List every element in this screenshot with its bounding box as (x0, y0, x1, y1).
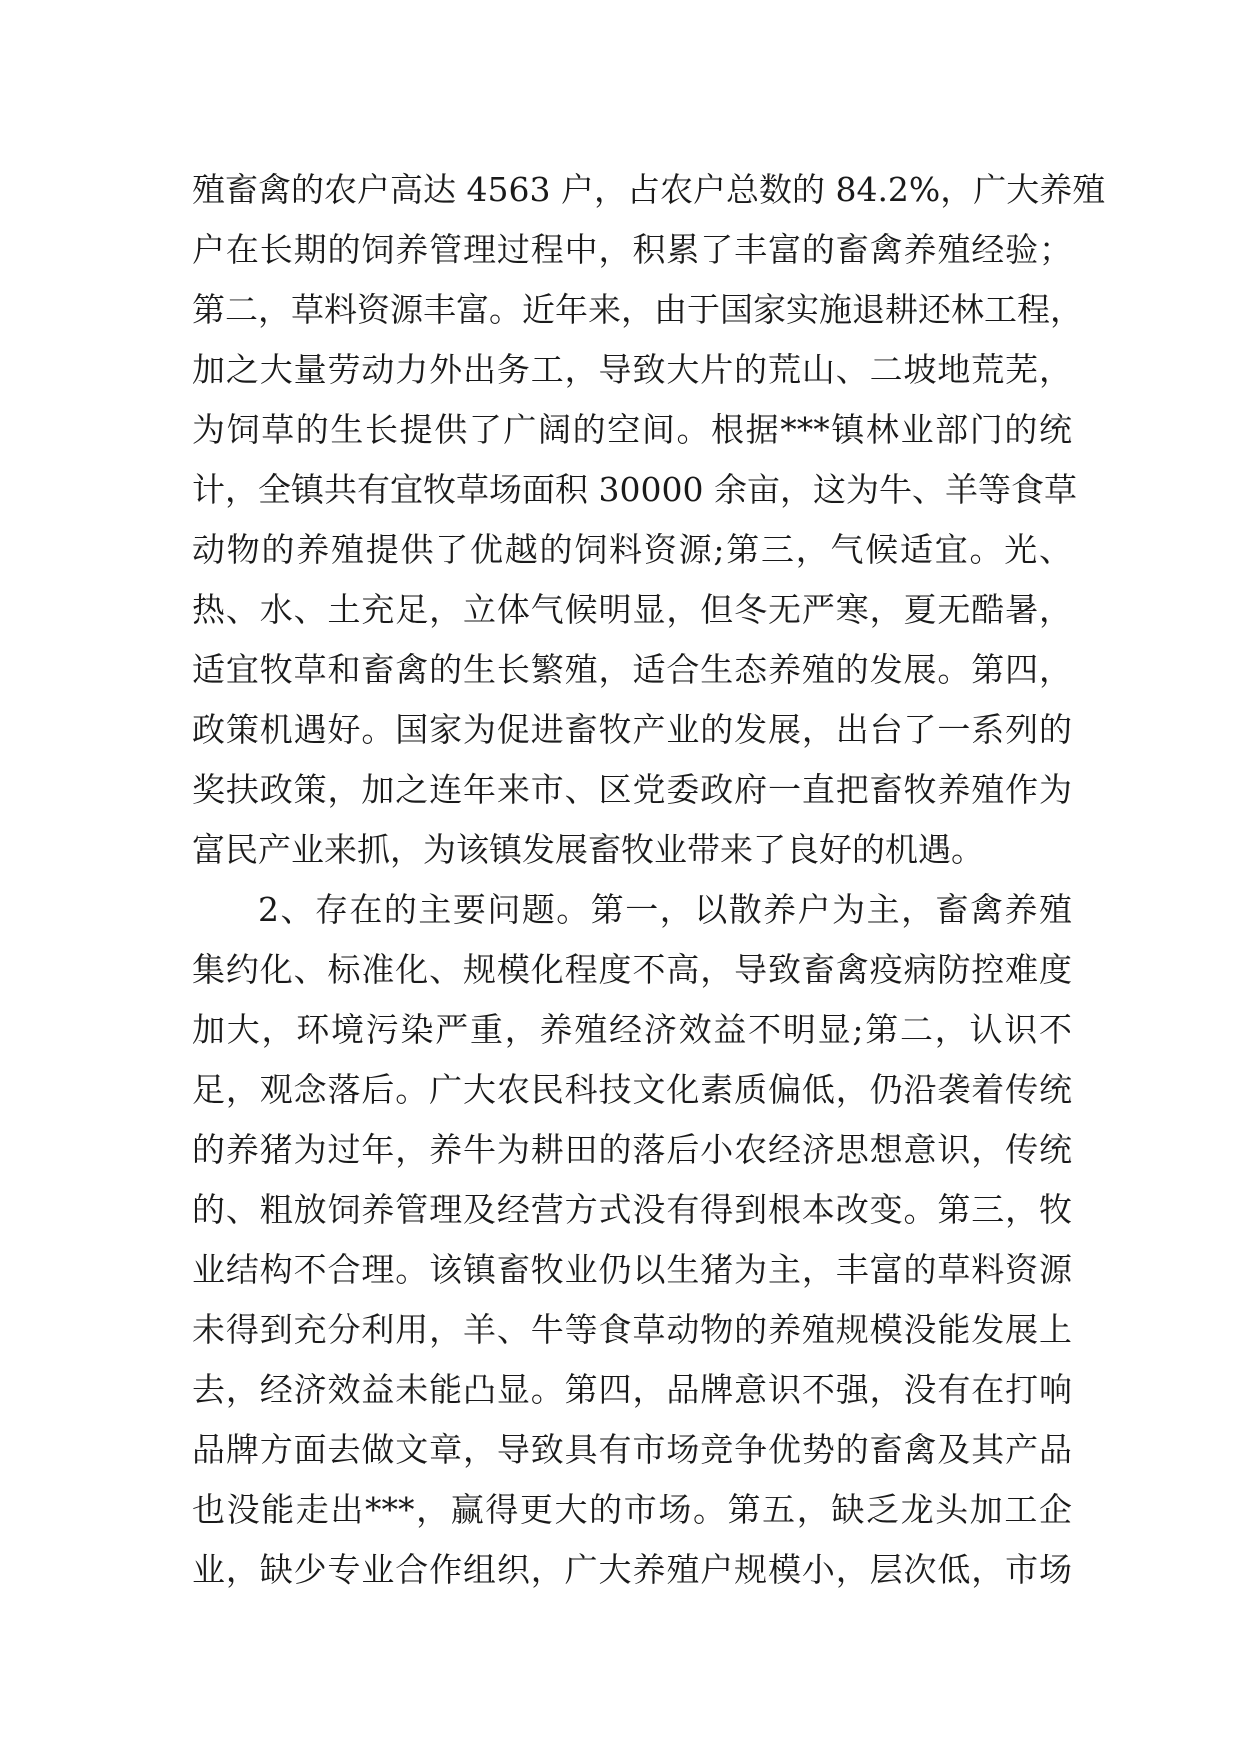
text-line: 奖扶政策，加之连年来市、区党委政府一直把畜牧养殖作为 (192, 770, 1072, 809)
text-line: 殖畜禽的农户高达 4563 户，占农户总数的 84.2%，广大养殖 (192, 170, 1106, 209)
text-line: 业，缺少专业合作组织，广大养殖户规模小，层次低，市场 (192, 1550, 1072, 1589)
text-line: 政策机遇好。国家为促进畜牧产业的发展，出台了一系列的 (192, 710, 1072, 749)
text-line: 业结构不合理。该镇畜牧业仍以生猪为主，丰富的草料资源 (192, 1250, 1072, 1289)
text-line: 未得到充分利用，羊、牛等食草动物的养殖规模没能发展上 (192, 1310, 1072, 1349)
paragraph-problems (192, 880, 1072, 1600)
text-line: 加之大量劳动力外出务工，导致大片的荒山、二坡地荒芜， (192, 350, 1072, 389)
text-line: 户在长期的饲养管理过程中，积累了丰富的畜禽养殖经验； (192, 230, 1072, 269)
text-line: 品牌方面去做文章，导致具有市场竞争优势的畜禽及其产品 (192, 1430, 1072, 1469)
paragraph-advantages (192, 160, 1106, 880)
text-line: 集约化、标准化、规模化程度不高，导致畜禽疫病防控难度 (192, 950, 1072, 989)
text-line: 也没能走出***，赢得更大的市场。第五，缺乏龙头加工企 (192, 1490, 1072, 1529)
text-line: 的、粗放饲养管理及经营方式没有得到根本改变。第三，牧 (192, 1190, 1072, 1229)
text-line: 热、水、土充足，立体气候明显，但冬无严寒，夏无酷暑， (192, 590, 1072, 629)
text-line: 富民产业来抓，为该镇发展畜牧业带来了良好的机遇。 (192, 830, 984, 869)
text-line: 去，经济效益未能凸显。第四，品牌意识不强，没有在打响 (192, 1370, 1072, 1409)
text-line: 2、存在的主要问题。第一，以散养户为主，畜禽养殖 (258, 890, 1072, 929)
text-line: 第二，草料资源丰富。近年来，由于国家实施退耕还林工程， (192, 290, 1083, 329)
text-line: 的养猪为过年，养牛为耕田的落后小农经济思想意识，传统 (192, 1130, 1072, 1169)
text-line: 动物的养殖提供了优越的饲料资源;第三，气候适宜。光、 (192, 530, 1072, 569)
text-line: 足，观念落后。广大农民科技文化素质偏低，仍沿袭着传统 (192, 1070, 1072, 1109)
text-line: 计，全镇共有宜牧草场面积 30000 余亩，这为牛、羊等食草 (192, 470, 1077, 509)
text-line: 适宜牧草和畜禽的生长繁殖，适合生态养殖的发展。第四， (192, 650, 1072, 689)
document-body (192, 160, 1106, 1600)
text-line: 为饲草的生长提供了广阔的空间。根据***镇林业部门的统 (192, 410, 1072, 449)
text-line: 加大，环境污染严重，养殖经济效益不明显;第二，认识不 (192, 1010, 1072, 1049)
